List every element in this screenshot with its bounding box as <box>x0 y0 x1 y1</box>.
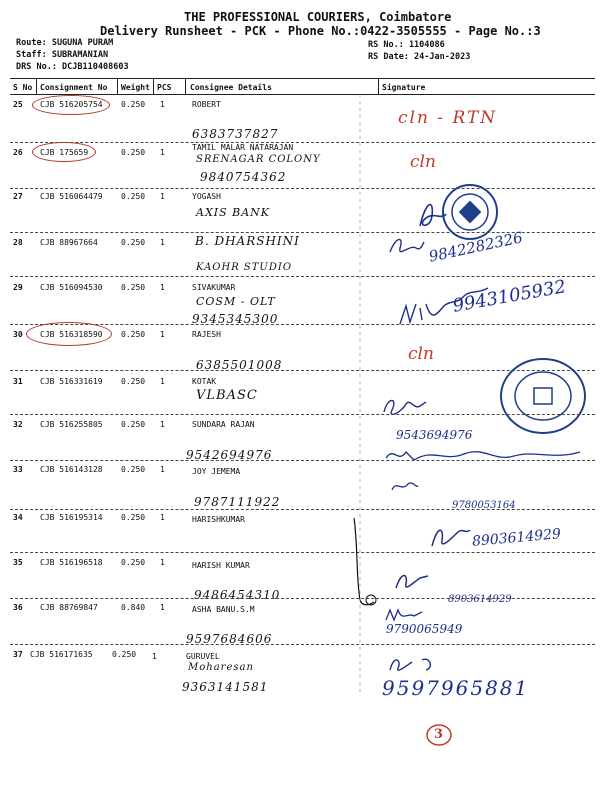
row-sno: 37 <box>13 650 23 659</box>
row-handwritten-phone: 9542694976 <box>186 448 273 462</box>
row-handwritten-address: SRENAGAR COLONY <box>196 154 321 165</box>
row-sno: 33 <box>13 465 23 474</box>
row-weight: 0.250 <box>112 650 137 659</box>
row-divider <box>10 598 595 599</box>
row-divider <box>10 552 595 553</box>
company-title: THE PROFESSIONAL COURIERS, Coimbatore <box>184 10 452 24</box>
row-consignment: CJB 516331619 <box>40 377 103 386</box>
row-sno: 35 <box>13 558 23 567</box>
row-signature-phone: 9943105932 <box>451 276 568 317</box>
row-sno: 31 <box>13 377 23 386</box>
row-consignee-name: SIVAKUMAR <box>192 283 236 292</box>
row-consignee-name: GURUVEL <box>186 652 220 661</box>
row-handwritten-phone: 9787111922 <box>194 495 281 509</box>
row-consignee-name: TAMIL MALAR NATARAJAN <box>192 143 294 152</box>
row-handwritten-note: COSM - OLT <box>196 295 276 308</box>
staff-label: Staff: SUBRAMANIAN <box>16 50 109 60</box>
col-divider <box>378 78 379 94</box>
row-divider <box>10 414 595 415</box>
row-weight: 0.250 <box>121 465 146 474</box>
row-weight: 0.250 <box>121 283 146 292</box>
row-handwritten-note: AXIS BANK <box>196 206 271 219</box>
row-handwritten-note: VLBASC <box>196 388 258 403</box>
row-signature: cln <box>408 344 434 364</box>
row-consignment: CJB 516196518 <box>40 558 103 567</box>
row-weight: 0.250 <box>121 148 146 157</box>
handwritten-signature-mark <box>386 234 426 260</box>
row-signature-phone: 9790065949 <box>386 622 463 636</box>
row-signature-phone: 9597965881 <box>382 676 530 700</box>
row-sno: 27 <box>13 192 23 201</box>
row-divider <box>10 509 595 510</box>
row-signature: cln <box>410 152 436 172</box>
row-sno: 25 <box>13 100 23 109</box>
row-consignment: CJB 516064479 <box>40 192 103 201</box>
row-handwritten-phone: 9486454310 <box>194 588 281 602</box>
row-divider <box>10 276 595 277</box>
row-divider <box>10 142 595 143</box>
row-pcs: 1 <box>160 513 165 522</box>
col-divider <box>153 78 154 94</box>
row-consignment: CJB 175659 <box>40 148 89 157</box>
col-consignment: Consignment No <box>40 83 108 92</box>
col-consignee: Consignee Details <box>190 83 272 92</box>
row-pcs: 1 <box>160 465 165 474</box>
row-weight: 0.250 <box>121 100 146 109</box>
row-weight: 0.250 <box>121 377 146 386</box>
row-consignee-name: HARISHKUMAR <box>192 515 245 524</box>
row-weight: 0.250 <box>121 192 146 201</box>
row-signature-phone: 9780053164 <box>452 500 516 511</box>
row-sno: 29 <box>13 283 23 292</box>
row-weight: 0.250 <box>121 513 146 522</box>
col-pcs: PCS <box>157 83 172 92</box>
row-pcs: 1 <box>160 100 165 109</box>
row-consignment: CJB 516318590 <box>40 330 103 339</box>
table-top-border <box>10 78 595 79</box>
row-sno: 36 <box>13 603 23 612</box>
row-handwritten-phone: 6385501008 <box>196 358 283 372</box>
column-separator <box>358 94 362 694</box>
row-signature: cln - RTN <box>398 108 498 128</box>
row-divider <box>10 460 595 461</box>
row-consignment: CJB 516171635 <box>30 650 93 659</box>
row-sno: 34 <box>13 513 23 522</box>
row-consignee-name: YOGASH <box>192 192 221 201</box>
row-handwritten-name: B. DHARSHINI <box>195 234 300 248</box>
row-pcs: 1 <box>160 377 165 386</box>
handwritten-signature-mark <box>386 652 446 676</box>
handwritten-signature-mark <box>392 566 432 596</box>
row-consignee-name: KOTAK <box>192 377 217 386</box>
bank-stamp <box>440 182 500 242</box>
row-signature-phone: 8903614929 <box>448 594 512 605</box>
header-bottom-border <box>10 94 595 95</box>
col-weight: Weight <box>121 83 150 92</box>
red-circle-mark <box>32 142 96 162</box>
row-handwritten-phone: 9345345300 <box>192 312 279 326</box>
handwritten-signature-mark <box>428 520 472 554</box>
row-signature-phone: 9842282326 <box>427 228 525 266</box>
row-signature-phone: 9543694976 <box>396 428 473 442</box>
row-consignee-name: ROBERT <box>192 100 221 109</box>
row-sno: 30 <box>13 330 23 339</box>
row-weight: 0.250 <box>121 558 146 567</box>
row-consignee-name: ASHA BANU.S.M <box>192 605 255 614</box>
college-seal-stamp <box>498 356 588 436</box>
row-weight: 0.250 <box>121 238 146 247</box>
runsheet-subtitle: Delivery Runsheet - PCK - Phone No.:0422-3505555 - Page No.:3 <box>100 24 541 38</box>
row-handwritten-address: KAOHR STUDIO <box>196 262 293 273</box>
col-signature: Signature <box>382 83 426 92</box>
row-pcs: 1 <box>160 330 165 339</box>
row-signature-phone: 8903614929 <box>471 526 562 550</box>
row-consignment: CJB 516094530 <box>40 283 103 292</box>
row-sno: 32 <box>13 420 23 429</box>
row-consignee-name: SUNDARA RAJAN <box>192 420 255 429</box>
row-weight: 0.840 <box>121 603 146 612</box>
handwritten-signature-mark <box>390 478 420 494</box>
drs-number: DRS No.: DCJB110408603 <box>16 62 129 72</box>
row-pcs: 1 <box>160 420 165 429</box>
row-pcs: 1 <box>152 652 157 661</box>
row-weight: 0.250 <box>121 330 146 339</box>
row-consignee-name: RAJESH <box>192 330 221 339</box>
row-handwritten-phone: 9840754362 <box>200 170 287 184</box>
row-weight: 0.250 <box>121 420 146 429</box>
red-circle-mark <box>32 95 110 115</box>
row-pcs: 1 <box>160 192 165 201</box>
row-handwritten-phone: 9363141581 <box>182 680 269 694</box>
row-pcs: 1 <box>160 603 165 612</box>
row-pcs: 1 <box>160 148 165 157</box>
row-consignment: CJB 516143128 <box>40 465 103 474</box>
row-sno: 26 <box>13 148 23 157</box>
row-consignment: CJB 516205754 <box>40 100 103 109</box>
col-sno: S No <box>13 83 33 92</box>
row-pcs: 1 <box>160 558 165 567</box>
row-handwritten-note: Moharesan <box>188 662 254 673</box>
row-pcs: 1 <box>160 283 165 292</box>
bracket-mark <box>344 516 384 608</box>
route-label: Route: SUGUNA PURAM <box>16 38 114 48</box>
row-divider <box>10 188 595 189</box>
handwritten-signature-mark <box>380 392 430 420</box>
row-consignment: CJB 516195314 <box>40 513 103 522</box>
row-consignment: CJB 88967664 <box>40 238 98 247</box>
handwritten-signature-mark <box>384 444 584 468</box>
row-handwritten-phone: 6383737827 <box>192 127 279 141</box>
col-divider <box>117 78 118 94</box>
red-circle-mark <box>26 322 112 346</box>
page-mark-number: 3 <box>434 727 444 742</box>
row-consignment: CJB 516255805 <box>40 420 103 429</box>
row-consignee-name: JOY JEMEMA <box>192 467 241 476</box>
rs-number: RS No.: 1104086 <box>368 40 445 50</box>
rs-date: RS Date: 24-Jan-2023 <box>368 52 471 62</box>
row-consignment: CJB 88769847 <box>40 603 98 612</box>
row-sno: 28 <box>13 238 23 247</box>
col-divider <box>36 78 37 94</box>
row-consignee-name: HARISH KUMAR <box>192 561 250 570</box>
col-divider <box>185 78 186 94</box>
row-pcs: 1 <box>160 238 165 247</box>
row-handwritten-phone: 9597684606 <box>186 632 273 646</box>
row-divider <box>10 644 595 645</box>
